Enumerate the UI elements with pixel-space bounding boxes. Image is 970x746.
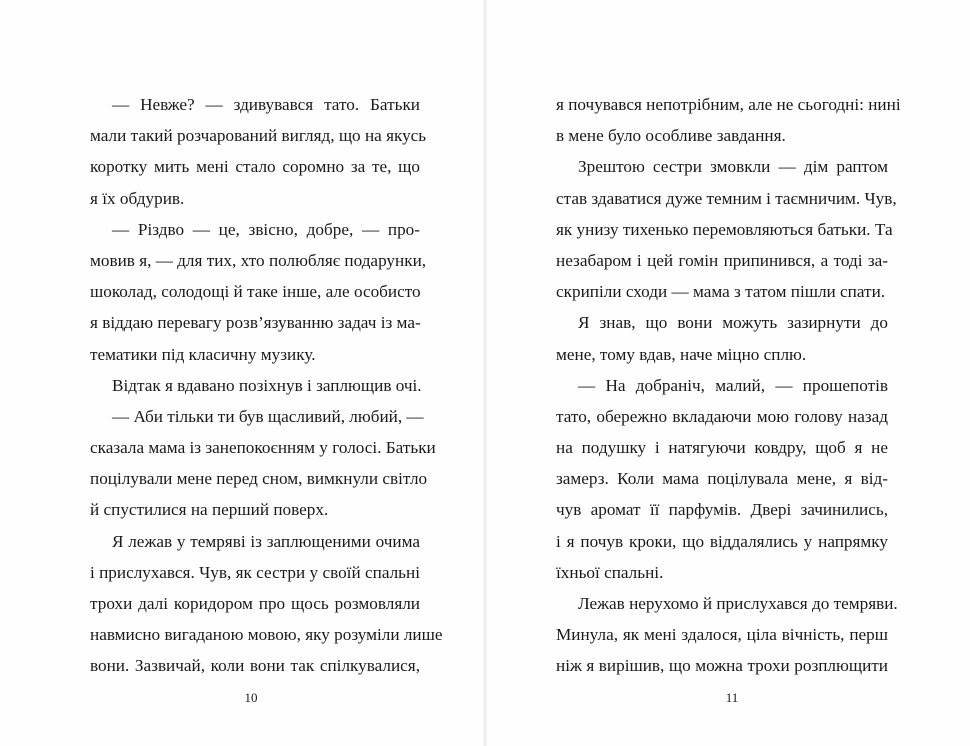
text-line: вони. Зазвичай, коли вони так спілкувалися,: [90, 656, 420, 676]
text-line: — Різдво — це, звісно, добре, — про-: [112, 219, 420, 239]
text-line: ніж я вирішив, що можна трохи розплющити: [556, 656, 888, 676]
text-line: замерз. Коли мама поцілувала мене, я від-: [556, 469, 888, 489]
text-line: чув аромат її парфумів. Двері зачинились,: [556, 500, 888, 520]
text-line: поцілували мене перед сном, вимкнули світло: [90, 469, 428, 489]
right-page-text: [556, 89, 901, 682]
text-line: їхньої спальні.: [556, 562, 664, 582]
text-line: Я знав, що вони можуть зазирнути до: [578, 313, 888, 333]
text-line: став здаватися дуже темним і таємничим. Чув,: [556, 188, 897, 208]
text-line: мене, тому вдав, наче міцно сплю.: [556, 344, 807, 364]
text-line: — Невже? — здивувався тато. Батьки: [112, 95, 420, 114]
text-line: сказала мама із занепокоєнням у голосі. Батьки: [90, 438, 436, 458]
text-line: шоколад, солодощі й таке інше, але особисто: [90, 282, 421, 302]
text-line: мали такий розчарований вигляд, що на якусь: [90, 126, 427, 146]
text-line: я їх обдурив.: [90, 188, 185, 208]
left-page-number: 10: [244, 690, 258, 705]
text-line: скрипіли сходи — мама з татом пішли спати.: [556, 282, 886, 302]
right-page: [485, 0, 970, 746]
text-line: я почувався непотрібним, але не сьогодні: нині: [556, 95, 901, 114]
text-line: незабаром і цей гомін припинився, а тоді за-: [556, 250, 888, 270]
left-page-text: [90, 89, 443, 682]
text-line: Відтак я вдавано позіхнув і заплющив очі.: [112, 375, 422, 395]
right-page-number: 11: [725, 690, 739, 705]
text-line: коротку мить мені стало соромно за те, що: [90, 157, 420, 177]
text-line: й спустилися на перший поверх.: [90, 500, 329, 520]
text-line: мовив я, — для тих, хто полюбляє подарунки,: [90, 250, 427, 270]
text-line: тематики під класичну музику.: [90, 344, 316, 364]
text-line: трохи далі коридором про щось розмовляли: [90, 594, 420, 613]
text-line: і я почув кроки, що віддалялись у напрямку: [556, 531, 888, 551]
text-line: як унизу тихенько перемовляються батьки. Та: [556, 219, 893, 239]
text-line: я віддаю перевагу розв’язуванню задач із ма-: [90, 313, 421, 333]
text-line: тато, обережно вкладаючи мою голову назад: [556, 406, 888, 426]
text-line: Минула, як мені здалося, ціла вічність, перш: [556, 625, 888, 645]
text-line: Зрештою сестри змовкли — дім раптом: [578, 157, 888, 177]
text-line: на подушку і натягуючи ковдру, щоб я не: [556, 438, 888, 458]
text-line: — Аби тільки ти був щасливий, любий, —: [112, 406, 424, 426]
text-line: — На добраніч, малий, — прошепотів: [578, 375, 888, 395]
text-line: Я лежав у темряві із заплющеними очима: [112, 531, 420, 551]
text-line: Лежав нерухомо й прислухався до темряви.: [578, 594, 898, 613]
text-line: і прислухався. Чув, як сестри у своїй спальні: [90, 562, 420, 582]
text-line: навмисно вигаданою мовою, яку розуміли лише: [90, 625, 443, 645]
text-line: в мене було особливе завдання.: [556, 126, 786, 146]
